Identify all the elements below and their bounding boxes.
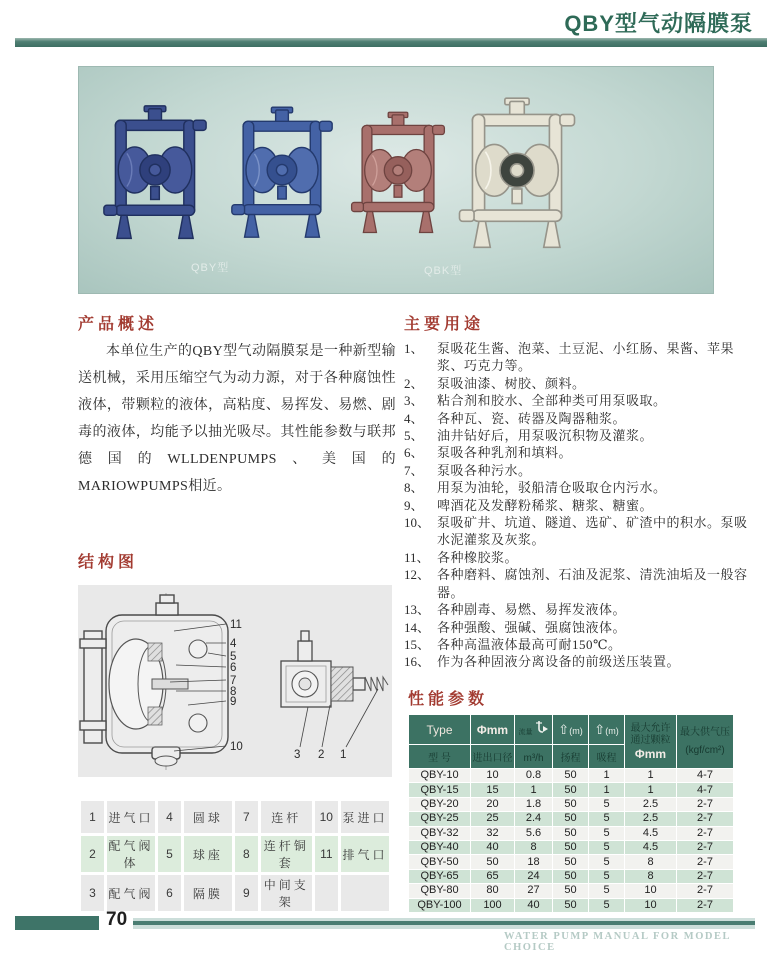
performance-cell: 10 — [625, 898, 677, 912]
pump-photo-qbk-plastic — [455, 95, 579, 257]
callout-9: 9 — [230, 696, 237, 708]
col-head: ⇧(m) — [553, 715, 589, 745]
performance-cell: 5 — [589, 898, 625, 912]
performance-row-QBY-80 — [409, 884, 734, 898]
uses-item-5 — [404, 427, 758, 444]
structure-heading: 结构图 — [78, 554, 139, 571]
part-name: 排气口 — [341, 836, 389, 872]
performance-cell: 5 — [589, 869, 625, 883]
parts-legend-table — [78, 798, 392, 914]
header-rule — [15, 38, 767, 47]
performance-cell: 2.5 — [625, 797, 677, 811]
uses-item-text: 油井钻好后，用泵吸沉积物及灌浆。 — [437, 428, 654, 444]
uses-item-16 — [404, 653, 758, 670]
structure-diagram — [78, 585, 392, 777]
part-number: 3 — [81, 875, 104, 911]
part-number: 5 — [158, 836, 181, 872]
uses-item-number: 16、 — [404, 654, 431, 670]
parts-table-row — [81, 875, 389, 911]
part-name: 连杆 — [261, 801, 312, 833]
uses-item-number: 1、 — [404, 341, 424, 356]
callout-2: 2 — [318, 749, 325, 761]
performance-cell: 2.5 — [625, 812, 677, 826]
performance-cell: QBY-40 — [409, 840, 471, 854]
uses-list — [404, 340, 758, 671]
performance-row-QBY-50 — [409, 855, 734, 869]
performance-cell: 4.5 — [625, 826, 677, 840]
parts-table-row — [81, 801, 389, 833]
uses-item-number: 3、 — [404, 393, 424, 409]
performance-cell: 2-7 — [677, 826, 734, 840]
performance-cell: 2-7 — [677, 884, 734, 898]
part-name: 泵进口 — [341, 801, 389, 833]
pump-photo-qby-cast-iron — [101, 89, 209, 261]
performance-cell: 40 — [515, 898, 553, 912]
performance-cell: QBY-100 — [409, 898, 471, 912]
callout-4: 4 — [230, 638, 237, 650]
uses-item-text: 用泵为油轮，驳船清仓吸取仓内污水。 — [437, 480, 667, 496]
performance-row-QBY-32 — [409, 826, 734, 840]
performance-cell: QBY-20 — [409, 797, 471, 811]
uses-item-text: 泵吸矿井、坑道、隧道、选矿、矿渣中的积水。泵吸水泥灌浆及灰浆。 — [437, 515, 748, 548]
performance-cell: 0.8 — [515, 769, 553, 783]
performance-cell: 50 — [553, 869, 589, 883]
col-type-cn: 型 号 — [409, 745, 471, 769]
performance-row-QBY-15 — [409, 783, 734, 797]
performance-row-QBY-10 — [409, 769, 734, 783]
uses-item-number: 9、 — [404, 497, 424, 513]
callout-5: 5 — [230, 651, 237, 663]
performance-cell: 50 — [553, 812, 589, 826]
performance-cell: 1 — [589, 783, 625, 797]
structure-diagram-svg — [78, 585, 392, 777]
uses-item-text: 各种橡胶浆。 — [437, 549, 519, 565]
performance-cell: 4-7 — [677, 783, 734, 797]
part-number: 2 — [81, 836, 104, 872]
footer-caption: WATER PUMP MANUAL FOR MODEL CHOICE — [504, 931, 731, 953]
performance-cell: QBY-50 — [409, 855, 471, 869]
performance-cell: 5 — [589, 884, 625, 898]
callout-8: 8 — [230, 686, 237, 698]
uses-item-text: 各种强酸、强碱、强腐蚀液体。 — [437, 619, 627, 635]
uses-heading: 主要用途 — [404, 316, 485, 333]
callout-1: 1 — [340, 749, 347, 761]
uses-item-text: 各种剧毒、易燃、易挥发液体。 — [437, 602, 627, 618]
performance-cell: 5.6 — [515, 826, 553, 840]
flow-icon — [533, 720, 549, 734]
uses-item-text: 啤酒花及发酵粉稀浆、糖浆、糖蜜。 — [437, 497, 654, 513]
performance-cell: 50 — [471, 855, 515, 869]
col-flow — [515, 715, 553, 745]
pump-photo-qby-flanged — [229, 85, 335, 265]
uses-item-number: 12、 — [404, 567, 431, 583]
col-diameter-sub: 进出口径 — [471, 745, 515, 769]
uses-item-number: 13、 — [404, 602, 431, 618]
uses-item-number: 7、 — [404, 462, 424, 478]
uses-item-text: 粘合剂和胶水、全部种类可用泵吸取。 — [437, 393, 667, 409]
performance-cell: 2-7 — [677, 855, 734, 869]
performance-cell: 24 — [515, 869, 553, 883]
performance-row-QBY-40 — [409, 840, 734, 854]
uses-item-15 — [404, 636, 758, 653]
overview-paragraph: 本单位生产的QBY型气动隔膜泵是一种新型输送机械，采用压缩空气为动力源，对于各种腐蚀性液体，带颗粒的液体，高粘度、易挥发、易燃、剧毒的液体，均能予以抽光吸尽。其性能参数与联邦德国的WLLDENPUMPS、美国的MARIOWPUMPS相近。 — [78, 344, 396, 494]
uses-item-number: 15、 — [404, 636, 431, 652]
col-suction-sub: 吸程 — [589, 745, 625, 769]
product-photo-panel — [78, 66, 714, 294]
performance-cell: 27 — [515, 884, 553, 898]
performance-cell: QBY-65 — [409, 869, 471, 883]
performance-cell: 10 — [625, 884, 677, 898]
uses-item-number: 11、 — [404, 549, 430, 565]
performance-cell: 8 — [515, 840, 553, 854]
performance-cell: 20 — [471, 797, 515, 811]
performance-heading: 性能参数 — [408, 691, 489, 708]
performance-cell: 50 — [553, 769, 589, 783]
performance-cell: 1 — [589, 769, 625, 783]
uses-item-text: 各种磨料、腐蚀剂、石油及泥浆、清洗油垢及一般容器。 — [437, 567, 748, 600]
part-name: 连杆铜套 — [261, 836, 312, 872]
col-head-sub: 扬程 — [553, 745, 589, 769]
uses-item-8 — [404, 479, 758, 496]
part-name: 球座 — [184, 836, 232, 872]
uses-item-1 — [404, 340, 758, 375]
uses-item-number: 2、 — [404, 375, 424, 391]
col-type-en: Type — [409, 715, 471, 745]
part-number: 8 — [235, 836, 258, 872]
uses-item-4 — [404, 410, 758, 427]
performance-cell: 50 — [553, 898, 589, 912]
performance-cell: 32 — [471, 826, 515, 840]
performance-cell: QBY-15 — [409, 783, 471, 797]
part-number: 1 — [81, 801, 104, 833]
suction-arrow-icon: ⇧ — [594, 721, 606, 737]
col-suction: ⇧(m) — [589, 715, 625, 745]
col-flow-sub: m³/h — [515, 745, 553, 769]
part-number: 4 — [158, 801, 181, 833]
performance-cell: 50 — [553, 826, 589, 840]
performance-cell: 2-7 — [677, 812, 734, 826]
uses-item-text: 泵吸各种乳剂和填料。 — [437, 445, 573, 461]
col-particle: 最大允许 通过颗粒 Φmm — [625, 715, 677, 769]
part-name: 圆球 — [184, 801, 232, 833]
uses-item-number: 6、 — [404, 445, 424, 461]
performance-cell: 8 — [625, 855, 677, 869]
uses-item-12 — [404, 566, 758, 601]
footer-page-number: 70 — [106, 909, 128, 930]
performance-cell: 4.5 — [625, 840, 677, 854]
part-number: 10 — [315, 801, 338, 833]
part-name — [341, 875, 389, 911]
performance-cell: 5 — [589, 855, 625, 869]
part-name: 配气阀 — [107, 875, 155, 911]
uses-item-text: 泵吸油漆、树胶、颜料。 — [437, 375, 586, 391]
uses-item-number: 5、 — [404, 428, 424, 444]
performance-cell: 5 — [589, 812, 625, 826]
part-name: 配气阀体 — [107, 836, 155, 872]
performance-cell: QBY-10 — [409, 769, 471, 783]
footer-rule-stripe — [133, 921, 755, 925]
callout-11: 11 — [230, 619, 242, 631]
performance-cell: 1 — [515, 783, 553, 797]
performance-cell: 1 — [625, 783, 677, 797]
uses-item-2 — [404, 375, 758, 392]
performance-cell: 15 — [471, 783, 515, 797]
performance-cell: QBY-80 — [409, 884, 471, 898]
performance-cell: 80 — [471, 884, 515, 898]
performance-cell: 5 — [589, 826, 625, 840]
performance-cell: 5 — [589, 840, 625, 854]
uses-item-number: 4、 — [404, 410, 424, 426]
part-name: 进气口 — [107, 801, 155, 833]
performance-table-body — [409, 769, 734, 913]
part-number — [315, 875, 338, 911]
part-name: 隔膜 — [184, 875, 232, 911]
performance-cell: 4-7 — [677, 769, 734, 783]
head-arrow-icon: ⇧ — [558, 721, 570, 737]
performance-cell: 50 — [553, 884, 589, 898]
uses-item-text: 泵吸各种污水。 — [437, 462, 532, 478]
performance-cell: 1 — [625, 769, 677, 783]
uses-item-number: 10、 — [404, 515, 431, 531]
uses-item-text: 各种瓦、瓷、砖器及陶器釉浆。 — [437, 410, 627, 426]
performance-row-QBY-25 — [409, 812, 734, 826]
performance-cell: 1.8 — [515, 797, 553, 811]
uses-item-3 — [404, 392, 758, 409]
callout-3: 3 — [294, 749, 301, 761]
uses-item-text: 作为各种固液分离设备的前级送压装置。 — [437, 654, 681, 670]
uses-item-text: 泵吸花生酱、泡菜、土豆泥、小红肠、果酱、苹果浆、巧克力等。 — [437, 341, 735, 374]
performance-cell: 10 — [471, 769, 515, 783]
performance-cell: 2-7 — [677, 869, 734, 883]
overview-heading: 产品概述 — [78, 316, 159, 333]
flow-label: 流量 — [518, 729, 533, 736]
page-title: QBY型气动隔膜泵 — [564, 11, 753, 36]
performance-row-QBY-100 — [409, 898, 734, 912]
callout-7: 7 — [230, 675, 237, 687]
performance-cell: 50 — [553, 783, 589, 797]
uses-item-6 — [404, 444, 758, 461]
performance-cell: 65 — [471, 869, 515, 883]
photo-label-qbk: QBK型 — [424, 265, 463, 277]
callout-6: 6 — [230, 662, 237, 674]
uses-item-13 — [404, 601, 758, 618]
uses-item-11 — [404, 549, 758, 566]
col-pressure: 最大供气压 (kgf/cm²) — [677, 715, 734, 769]
performance-cell: 50 — [553, 840, 589, 854]
performance-cell: 25 — [471, 812, 515, 826]
performance-cell: 50 — [553, 855, 589, 869]
performance-cell: 40 — [471, 840, 515, 854]
uses-item-text: 各种高温液体最高可耐150℃。 — [437, 636, 622, 652]
performance-cell: 2-7 — [677, 797, 734, 811]
footer-accent-block — [15, 916, 99, 930]
performance-cell: 2-7 — [677, 898, 734, 912]
performance-cell: QBY-32 — [409, 826, 471, 840]
uses-item-14 — [404, 619, 758, 636]
performance-cell: QBY-25 — [409, 812, 471, 826]
col-diameter: Φmm — [471, 715, 515, 745]
uses-item-7 — [404, 462, 758, 479]
part-number: 9 — [235, 875, 258, 911]
uses-item-number: 14、 — [404, 619, 431, 635]
callout-10: 10 — [230, 741, 243, 753]
performance-cell: 100 — [471, 898, 515, 912]
part-number: 6 — [158, 875, 181, 911]
performance-cell: 2.4 — [515, 812, 553, 826]
performance-table — [408, 714, 734, 913]
performance-row-QBY-20 — [409, 797, 734, 811]
performance-cell: 8 — [625, 869, 677, 883]
performance-cell: 50 — [553, 797, 589, 811]
part-name: 中间支架 — [261, 875, 312, 911]
footer-rule — [133, 918, 755, 929]
pump-photo-qbk-bronze — [349, 91, 447, 259]
uses-item-number: 8、 — [404, 480, 424, 496]
parts-table-row — [81, 836, 389, 872]
performance-cell: 18 — [515, 855, 553, 869]
photo-label-qby: QBY型 — [191, 262, 230, 274]
part-number: 7 — [235, 801, 258, 833]
performance-row-QBY-65 — [409, 869, 734, 883]
uses-item-10 — [404, 514, 758, 549]
part-number: 11 — [315, 836, 338, 872]
uses-item-9 — [404, 497, 758, 514]
performance-cell: 2-7 — [677, 840, 734, 854]
performance-cell: 5 — [589, 797, 625, 811]
parts-table-body — [81, 801, 389, 911]
